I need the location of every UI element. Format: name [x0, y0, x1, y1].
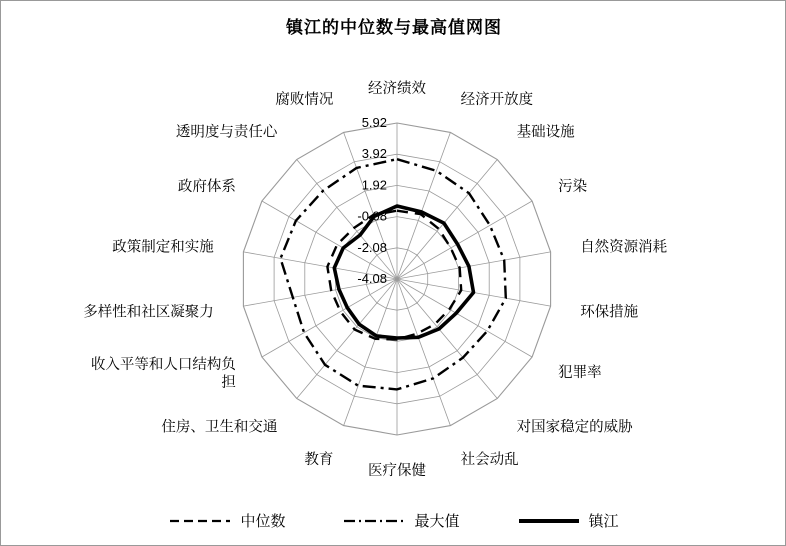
axis-label-2: 基础设施 [516, 124, 575, 141]
axis-label-13: 多样性和社区凝聚力 [83, 304, 214, 321]
legend-item-median [169, 510, 285, 531]
radial-tick-label: 3.92 [361, 146, 387, 162]
axis-label-8: 社会动乱 [460, 451, 519, 468]
axis-label-0: 经济绩效 [368, 81, 426, 97]
axis-label-12: 收入平等和人口结构负担 [90, 357, 236, 391]
legend-label-median: 中位数 [240, 513, 286, 530]
dashed-line-icon [169, 514, 231, 528]
axis-label-9: 医疗保健 [368, 463, 426, 479]
radial-tick-label: 1.92 [361, 177, 387, 193]
axis-label-16: 透明度与责任心 [175, 124, 278, 141]
axis-label-4: 自然资源消耗 [580, 239, 668, 256]
axis-label-5: 环保措施 [580, 304, 639, 321]
radial-tick-label: 5.92 [361, 115, 387, 130]
axis-label-17: 腐败情况 [275, 92, 334, 109]
radial-tick-label: -4.08 [357, 271, 387, 286]
radar-chart-plot [1, 31, 786, 501]
legend-item-zhenjiang [518, 510, 619, 531]
series-median [327, 208, 461, 340]
axis-label-14: 政策制定和实施 [112, 239, 214, 256]
radial-tick-label: -2.08 [357, 239, 387, 255]
axis-label-1: 经济开放度 [460, 92, 534, 109]
legend-label-zhenjiang: 镇江 [588, 513, 619, 530]
legend-item-max [343, 510, 459, 531]
chart-legend [1, 510, 786, 531]
axis-label-3: 污染 [558, 179, 588, 195]
axis-label-10: 教育 [304, 451, 334, 468]
axis-label-15: 政府体系 [177, 179, 236, 195]
chart-title: 镇江的中位数与最高值网图 [286, 18, 502, 37]
legend-label-max: 最大值 [414, 513, 460, 530]
axis-label-6: 犯罪率 [558, 365, 602, 381]
solid-thick-line-icon [518, 514, 580, 528]
dash-dot-line-icon [343, 514, 405, 528]
axis-label-7: 对国家稳定的威胁 [516, 419, 633, 436]
radial-tick-label: -0.08 [357, 208, 387, 224]
axis-label-11: 住房、卫生和交通 [161, 419, 278, 436]
